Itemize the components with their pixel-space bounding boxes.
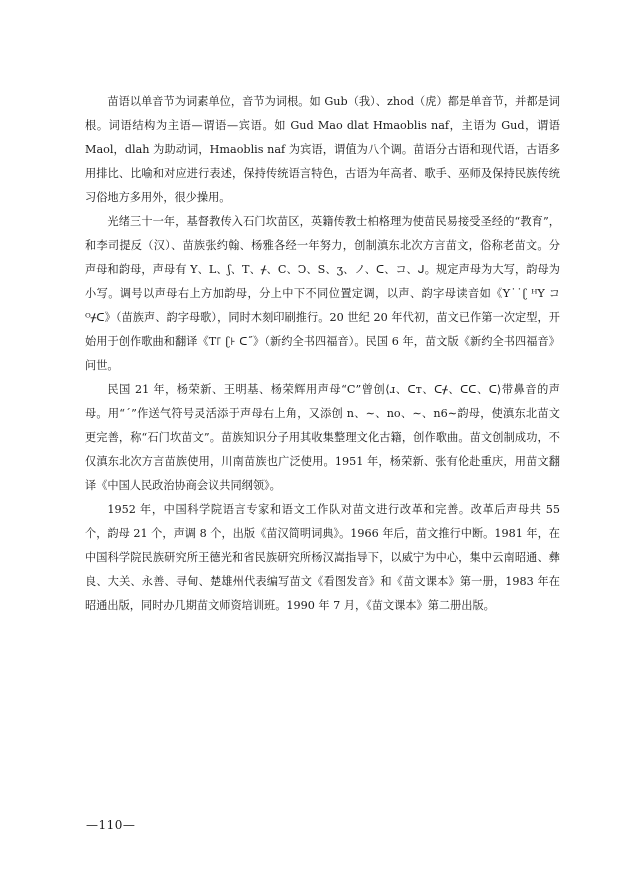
paragraph-shimenkan-script: 民国 21 年，杨荣新、王明基、杨荣辉用声母“C”曾创⟨ɹ、ᑕᴛ、ᑕᚋ、ᑕᑕ、ᑕ⟩带鼻音的声母。用“ˊ”作送气符号灵活添于声母右上角，又添创 n、∼、no、∼、n6∼韵母，使滇东北苗文更完善，称“石门坎苗文”。苗族知识分子用其收集整理文化古籍，创作歌曲。苗文创制成功，不仅滇东北次方言苗族使用，川南苗族也广泛使用。1951 年，杨荣新、张有伦赴重庆，用苗文翻译《中国人民政治协商会议共同纲领》。 — [85, 383, 560, 492]
paragraph-script-reform: 1952 年，中国科学院语言专家和语文工作队对苗文进行改革和完善。改革后声母共 55 个，韵母 21 个，声调 8 个，出版《苗汉简明词典》。1966 年后，苗文推行中断。1981 年，在中国科学院民族研究所王德光和省民族研究所杨汉嵩指导下，以威宁为中心，集中云南昭通、彝良、大关、永善、寻甸、楚雄州代表编写苗文《看图发音》和《苗文课本》第一册，1983 年在昭通出版，同时办几期苗文师资培训班。1990 年 7 月，《苗文课本》第二册出版。 — [85, 503, 560, 612]
body-text — [85, 90, 560, 618]
paragraph-miao-grammar: 苗语以单音节为词素单位，音节为词根。如 Gub（我）、zhod（虎）都是单音节，并都是词根。词语结构为主语—谓语—宾语。如 Gud Mao dlat Hmaoblis naf，主语为 Gud，谓语 Maol，dlah 为助动词，Hmaoblis naf 为宾语，谓值为八个调。苗语分古语和现代语，古语多用排比、比喻和对应进行表述，保持传统语言特色，古语为年高者、歌手、巫师及保持民族传统习俗地方多用外，很少操用。 — [85, 95, 560, 204]
page-number: —110— — [86, 818, 136, 832]
paragraph-old-miao-script: 光绪三十一年，基督教传入石门坎苗区，英籍传教士柏格理为使苗民易接受圣经的“教育”，和李司提反（汉）、苗族张约翰、杨雅各经一年努力，创制滇东北次方言苗文，俗称老苗文。分声母和韵母，声母有 Y、L、ʃ、T、ᚋ、C、Ͻ、S、ʒ、ノ、ᑕ、コ、ᒍ。规定声母为大写，韵母为小写。调号以声母右上方加韵母，分上中下不同位置定调，以声、韵字母读音如《Y˙˙ʗ ᴴY コᴼᚋᑕ》（苗族声、韵字母歌），同时木刻印刷推行。20 世纪 20 年代初，苗文已作第一次定型，开始用于创作歌曲和翻译《T꜒ ʗ꜔ ᑕ˝》（新约全书四福音）。民国 6 年，苗文版《新约全书四福音》问世。 — [85, 215, 560, 372]
